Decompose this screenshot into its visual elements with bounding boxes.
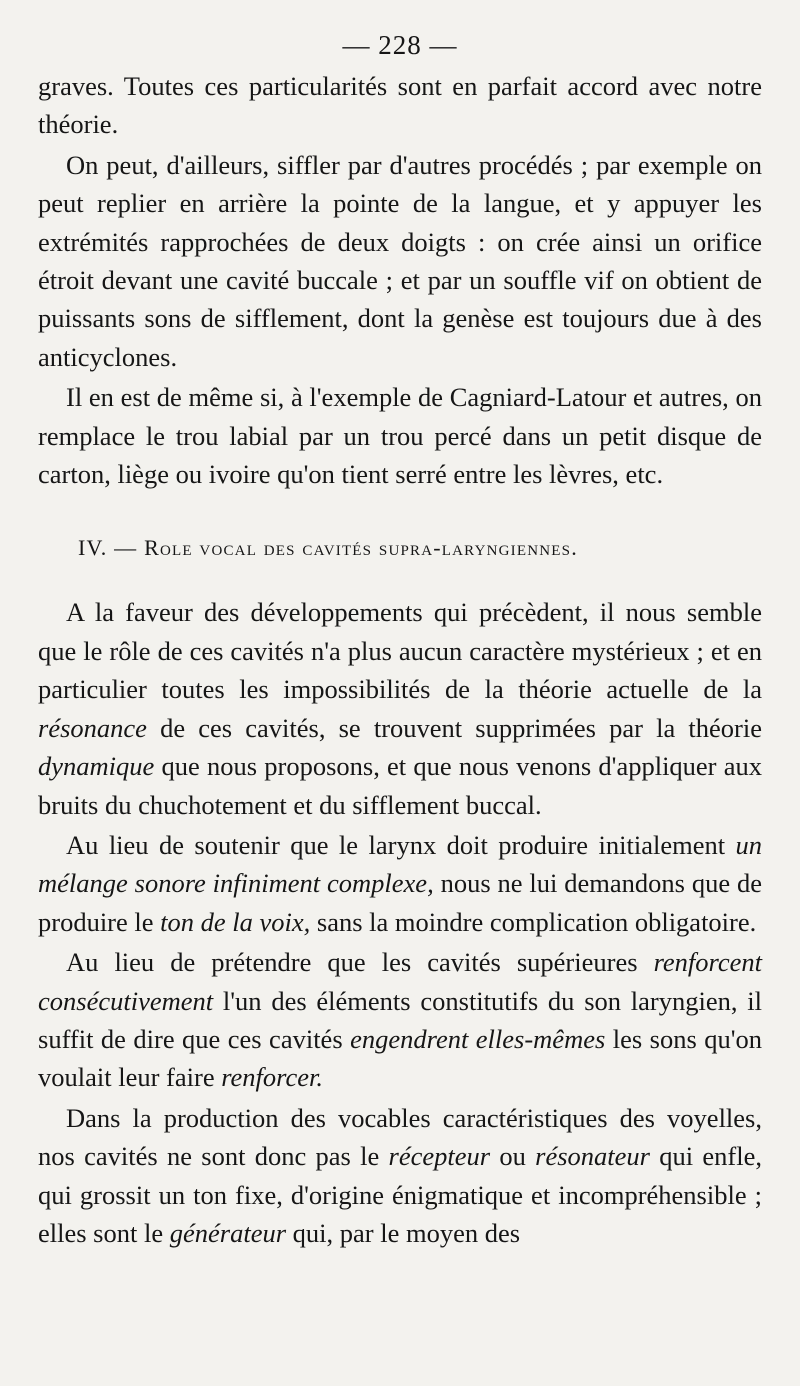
italic-text: générateur [169,1217,287,1248]
paragraph-text: nous ne lui demandons que de produire le [38,868,762,937]
paragraph-text: qui, par le moyen des [286,1217,521,1248]
paragraph-text: que nous proposons, et que nous venons d'appliquer aux bruits du chuchotement et du sifflement buccal. [38,751,762,820]
paragraph [38,1099,762,1253]
paragraph-text: A la faveur des développements qui précèdent, il nous semble que le rôle de ces cavités n'a plus aucun caractère mystérieux ; et en particulier toutes les impossibilités de la théorie actuelle de la [38,597,762,705]
italic-text: résonateur [535,1141,650,1172]
section-heading: IV. — Role vocal des cavités supra-laryngiennes. [78,535,578,561]
paragraph-text: On peut, d'ailleurs, siffler par d'autres procédés ; par exemple on peut replier en arrière la pointe de la langue, et y appuyer les extrémités rapprochées de deux doigts : on crée ainsi un orifice étroit devant une cavité buccale ; et par un souffle vif on obtient de puissants sons de sifflement, dont la genèse est toujours due à des anticyclones. [38,149,762,372]
italic-text: renforcent consécutivement [38,947,762,1016]
paragraph-text: sans la moindre complication obligatoire. [310,906,757,937]
italic-text: dynamique [38,751,155,782]
paragraph-text: l'un des éléments constitutifs du son laryngien, il suffit de dire que ces cavités [38,985,762,1054]
italic-text: récepteur [388,1141,491,1172]
text-block-after [38,593,762,1252]
paragraph-text: Il en est de même si, à l'exemple de Cagniard-Latour et autres, on remplace le trou labial par un trou percé dans un petit disque de carton, liège ou ivoire qu'on tient serré entre les lèvres, etc. [38,382,762,490]
italic-text: engendrent elles-mêmes [350,1023,606,1054]
paragraph-text: graves. Toutes ces particularités sont en parfait accord avec notre théorie. [38,71,762,140]
paragraph-text: Au lieu de soutenir que le larynx doit produire initialement [66,829,736,860]
paragraph-text: ou [490,1141,536,1172]
paragraph [38,378,762,493]
paragraph-text: Dans la production des vocables caractéristiques des voyelles, nos cavités ne sont donc pas le [38,1102,762,1172]
paragraph [38,67,762,144]
page-number: — 228 — [342,30,458,60]
paragraph-text: qui enfle, qui grossit un ton fixe, d'origine énigmatique et incompréhensible ; elles sont le [38,1141,763,1248]
italic-text: un mélange sonore infiniment complexe, [38,829,762,899]
paragraph [38,146,762,376]
text-block-before [38,67,762,493]
paragraph [38,593,762,823]
paragraph [38,943,762,1097]
paragraph-text: les sons qu'on voulait leur faire [38,1023,762,1093]
paragraph-text: Au lieu de prétendre que les cavités supérieures [66,947,654,978]
italic-text: ton de la voix, [160,906,311,937]
italic-text: renforcer. [221,1062,324,1093]
italic-text: résonance [38,712,147,743]
paragraph-text: de ces cavités, se trouvent supprimées par la théorie [146,712,762,743]
paragraph [38,826,762,941]
